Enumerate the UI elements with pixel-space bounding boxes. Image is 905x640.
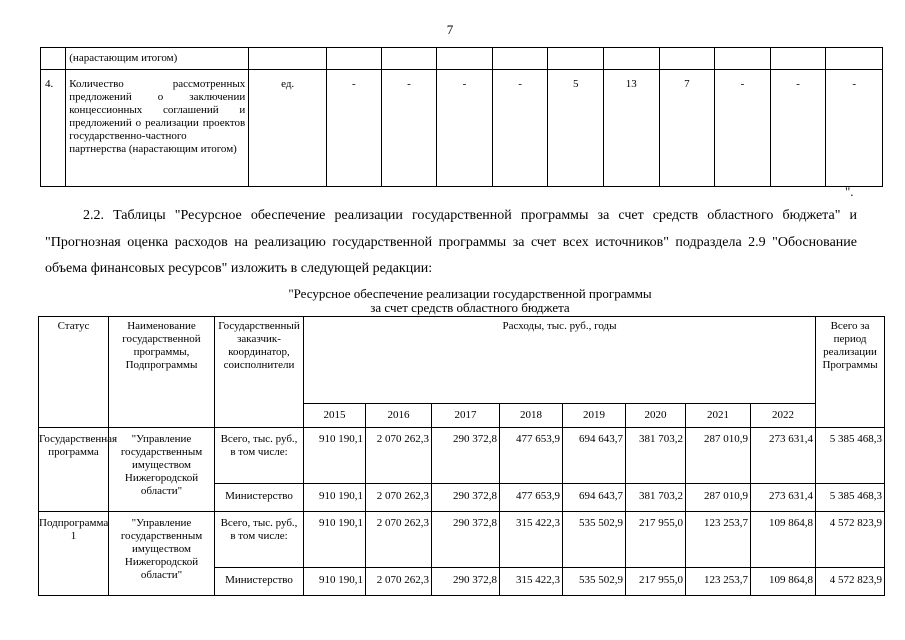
value-cell: 910 190,1	[304, 428, 366, 484]
value-cell: 290 372,8	[432, 568, 500, 596]
value-cell: 694 643,7	[563, 484, 626, 512]
year-header: 2016	[366, 404, 432, 428]
table-row	[39, 512, 885, 568]
table-row	[41, 48, 883, 70]
value-cell: -	[381, 70, 437, 187]
value-cell: 217 955,0	[626, 568, 686, 596]
table-row	[39, 428, 885, 484]
value-cell: 273 631,4	[751, 428, 816, 484]
value-cell: 287 010,9	[686, 428, 751, 484]
value-cell: 694 643,7	[563, 428, 626, 484]
resources-table	[38, 316, 885, 596]
value-cell: -	[826, 70, 883, 187]
year-header: 2020	[626, 404, 686, 428]
total-cell: 5 385 468,3	[816, 484, 885, 512]
value-cell: 477 653,9	[500, 484, 563, 512]
value-cell: 273 631,4	[751, 484, 816, 512]
indicator-label: (нарастающим итогом)	[66, 48, 249, 70]
year-header: 2018	[500, 404, 563, 428]
body-paragraph: 2.2. Таблицы "Ресурсное обеспечение реализации государственной программы за счет средств областного бюджета" и "Прогнозная оценка расходов на реализацию государственной программы за счет всех источников" подраздела 2.9 "Обоснование объема финансовых ресурсов" изложить в следующей редакции:	[45, 208, 857, 276]
value-cell: 2 070 262,3	[366, 428, 432, 484]
value-cell: 123 253,7	[686, 568, 751, 596]
value-cell: 381 703,2	[626, 484, 686, 512]
value-cell: 123 253,7	[686, 512, 751, 568]
value-cell: 535 502,9	[563, 568, 626, 596]
value-cell: 381 703,2	[626, 428, 686, 484]
value-cell: 2 070 262,3	[366, 484, 432, 512]
table-title-line2: за счет средств областного бюджета	[370, 300, 570, 315]
status-cell: Государственная программа	[39, 428, 109, 512]
year-header: 2017	[432, 404, 500, 428]
customer-label: Министерство	[215, 568, 304, 596]
unit-cell: ед.	[249, 70, 327, 187]
page-number: 7	[446, 22, 454, 37]
header-name: Наименование государственной программы, Подпрограммы	[109, 317, 215, 428]
total-cell: 4 572 823,9	[816, 568, 885, 596]
row-number-cell	[41, 48, 66, 70]
value-cell: 7	[659, 70, 715, 187]
value-cell: 2 070 262,3	[366, 512, 432, 568]
customer-label: Всего, тыс. руб., в том числе:	[215, 512, 304, 568]
value-cell: 315 422,3	[500, 568, 563, 596]
value-cell: 109 864,8	[751, 512, 816, 568]
year-header: 2019	[563, 404, 626, 428]
total-cell: 5 385 468,3	[816, 428, 885, 484]
value-cell: 290 372,8	[432, 512, 500, 568]
row-number: 4.	[41, 70, 66, 187]
value-cell: 217 955,0	[626, 512, 686, 568]
table-header-row	[39, 317, 885, 404]
year-header: 2021	[686, 404, 751, 428]
value-cell: 477 653,9	[500, 428, 563, 484]
value-cell: 315 422,3	[500, 512, 563, 568]
value-cell: -	[492, 70, 548, 187]
header-status: Статус	[39, 317, 109, 428]
value-cell: 290 372,8	[432, 484, 500, 512]
customer-label: Министерство	[215, 484, 304, 512]
header-total: Всего за период реализации Программы	[816, 317, 885, 428]
value-cell: 2 070 262,3	[366, 568, 432, 596]
value-cell: -	[437, 70, 493, 187]
value-cell: 535 502,9	[563, 512, 626, 568]
value-cell: 910 190,1	[304, 568, 366, 596]
program-name-cell: "Управление государственным имуществом Нижегородской области"	[109, 512, 215, 596]
value-cell: -	[770, 70, 826, 187]
indicator-label: Количество рассмотренных предложений о заключении концессионных соглашений и предложений о реализации проектов государственно-частного партнерства (нарастающим итогом)	[66, 70, 249, 187]
status-cell: Подпрограмма 1	[39, 512, 109, 596]
table-title-line1: "Ресурсное обеспечение реализации государственной программы	[288, 286, 652, 301]
year-header: 2015	[304, 404, 366, 428]
total-cell: 4 572 823,9	[816, 512, 885, 568]
value-cell: -	[715, 70, 771, 187]
year-header: 2022	[751, 404, 816, 428]
table-row	[41, 70, 883, 187]
value-cell: 5	[548, 70, 604, 187]
value-cell: 13	[604, 70, 660, 187]
value-cell: 910 190,1	[304, 484, 366, 512]
header-customer: Государственный заказчик-координатор, соисполнители	[215, 317, 304, 428]
program-name-cell: "Управление государственным имуществом Нижегородской области"	[109, 428, 215, 512]
value-cell: 290 372,8	[432, 428, 500, 484]
value-cell: 910 190,1	[304, 512, 366, 568]
value-cell: 287 010,9	[686, 484, 751, 512]
indicators-table	[40, 47, 883, 187]
header-expenses: Расходы, тыс. руб., годы	[304, 317, 816, 404]
value-cell: -	[327, 70, 382, 187]
customer-label: Всего, тыс. руб., в том числе:	[215, 428, 304, 484]
value-cell: 109 864,8	[751, 568, 816, 596]
closing-quote: ".	[845, 184, 854, 199]
